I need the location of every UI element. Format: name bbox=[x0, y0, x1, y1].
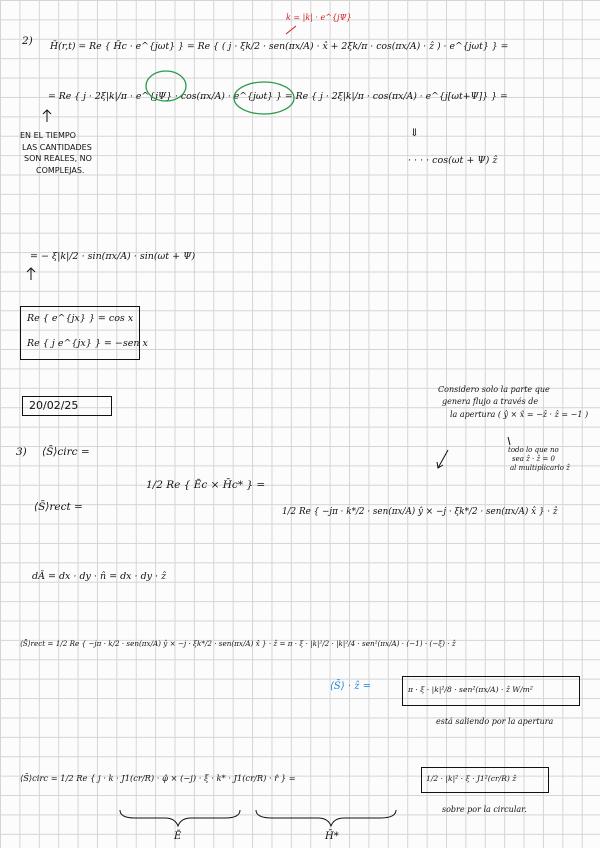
s-rect-result: π · ξ · |k|²/8 · sen²(πx/A) · ẑ W/m² bbox=[408, 685, 533, 694]
s-rect-result-box bbox=[402, 676, 580, 706]
note-time-domain bbox=[20, 130, 92, 176]
k-annotation: k = |k| · e^{jΨ} bbox=[286, 13, 352, 22]
side-note-line: al multiplicarlo ẑ bbox=[510, 464, 570, 473]
s-circ-expression: ⟨S̄⟩circ = 1/2 Re { j · k · J1(cr/R) · φ̂ × (−j) · ξ · k* · J1(cr/R) · r̂ } = bbox=[20, 773, 296, 783]
side-note-zero bbox=[508, 446, 570, 473]
poynting-definition: 1/2 Re { Ēc × H̄c* } = bbox=[146, 479, 266, 491]
implies-arrow: ⇓ bbox=[410, 127, 419, 139]
brace-label-e: Ē bbox=[174, 831, 182, 842]
s-rect-full-expression: ⟨S̄⟩rect = 1/2 Re { −jπ · k/2 · sen(πx/A) ŷ × −j · ξk*/2 · sen(πx/A) x̂ } · ẑ = π · ξ · |k|²/2 · |k|²/4 · sen²(πx/A) · (−1) · (−ξ) · ẑ bbox=[20, 639, 456, 648]
h-field-line-2: = Re { j · 2ξ|k|/π · e^{jΨ} · cos(πx/A) · e^{jωt} } = Re { j · 2ξ|k|/π · cos(πx/A) · e^{j[ωt+Ψ]} } = bbox=[48, 91, 508, 102]
identity-cos: Re { e^{jx} } = cos x bbox=[27, 313, 134, 324]
side-note-line: la apertura ( ŷ × x̂ = −ẑ · ẑ = −1 ) bbox=[450, 409, 589, 419]
note-time-line: SON REALES, NO bbox=[24, 154, 92, 164]
side-note-line: todo lo que no bbox=[508, 446, 559, 454]
identity-sen: Re { j e^{jx} } = −sen x bbox=[27, 338, 148, 349]
s-circ-result: 1/2 · |k|² · ξ · J1²(cr/R) ẑ bbox=[426, 774, 517, 783]
area-element: dĀ = dx · dy · n̂ = dx · dy · ẑ bbox=[32, 571, 167, 582]
s-circ-result-box bbox=[421, 767, 549, 793]
side-note-line: sea ẑ · ẑ = 0 bbox=[512, 455, 555, 464]
note-flux-circ: sobre por la circular. bbox=[442, 805, 527, 814]
problem-3-number: 3) bbox=[16, 446, 27, 458]
x-component-result: = − ξ|k|/2 · sin(πx/A) · sin(ωt + Ψ) bbox=[30, 251, 196, 262]
side-note-line: genera flujo a través de bbox=[442, 397, 539, 407]
z-component-result: · · · · cos(ωt + Ψ) ẑ bbox=[408, 155, 498, 166]
identities-box bbox=[20, 306, 148, 360]
brace-label-h: H̄* bbox=[325, 831, 339, 842]
date-box bbox=[22, 396, 112, 416]
date-text: 20/02/25 bbox=[29, 399, 79, 412]
problem-2-number: 2) bbox=[22, 35, 33, 47]
s-rect-expression: 1/2 Re { −jπ · k*/2 · sen(πx/A) ŷ × −j · ξk*/2 · sen(πx/A) x̂ } · ẑ bbox=[282, 507, 558, 517]
side-note-flux bbox=[438, 384, 588, 421]
note-time-line: EN EL TIEMPO bbox=[20, 131, 76, 140]
s-rect-label: ⟨S̄⟩rect = bbox=[34, 501, 83, 513]
s-circ-label: ⟨S̄⟩circ = bbox=[42, 446, 90, 458]
note-time-line: LAS CANTIDADES bbox=[22, 142, 92, 152]
note-flux-rect: está saliendo por la apertura bbox=[436, 717, 554, 726]
h-field-line-1: H̄(r,t) = Re { H̄c · e^{jωt} } = Re { ( j · ξk/2 · sen(πx/A) · x̂ + 2ξk/π · cos(πx/A) · ẑ ) · e^{jωt} } = bbox=[50, 41, 509, 52]
note-time-line: COMPLEJAS. bbox=[36, 165, 85, 175]
s-dot-z-label: ⟨S̄⟩ · ẑ = bbox=[330, 681, 372, 692]
side-note-line: Considero solo la parte que bbox=[438, 385, 550, 394]
